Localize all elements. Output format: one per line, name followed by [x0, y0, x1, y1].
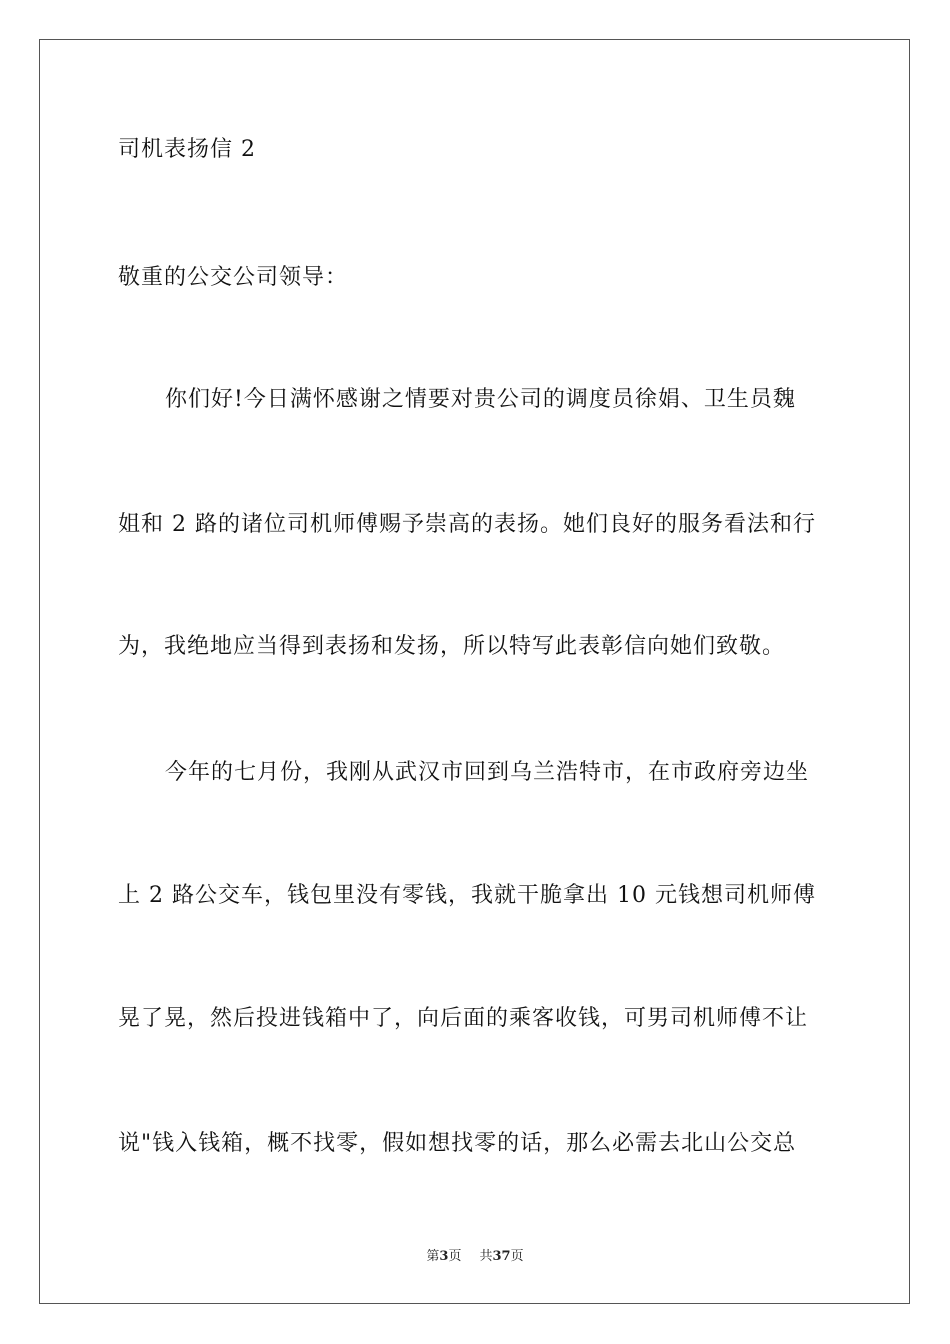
paragraph-line-1: 你们好!今日满怀感谢之情要对贵公司的调度员徐娟、卫生员魏 [165, 387, 796, 412]
total-prefix: 共 [479, 1249, 493, 1264]
page-frame [39, 39, 910, 1304]
page-number: 3 [439, 1249, 449, 1264]
paragraph-line-5: 上 2 路公交车，钱包里没有零钱，我就干脆拿出 10 元钱想司机师傅 [118, 883, 816, 908]
total-suffix: 页 [510, 1249, 524, 1264]
paragraph-line-3: 为，我绝地应当得到表扬和发扬，所以特写此表彰信向她们致敬。 [118, 634, 786, 659]
page-footer [0, 1248, 950, 1266]
paragraph-line-2: 姐和 2 路的诸位司机师傅赐予崇高的表扬。她们良好的服务看法和行 [118, 512, 816, 537]
document-title: 司机表扬信 2 [118, 137, 256, 162]
paragraph-line-6: 晃了晃，然后投进钱箱中了，向后面的乘客收钱，可男司机师傅不让 [118, 1006, 809, 1031]
page-suffix: 页 [448, 1249, 462, 1264]
total-pages: 37 [492, 1249, 511, 1264]
page-prefix: 第 [426, 1249, 440, 1264]
paragraph-line-7: 说"钱入钱箱，概不找零，假如想找零的话，那么必需去北山公交总 [118, 1131, 797, 1156]
salutation: 敬重的公交公司领导： [118, 265, 349, 290]
paragraph-line-4: 今年的七月份，我刚从武汉市回到乌兰浩特市，在市政府旁边坐 [165, 760, 810, 785]
